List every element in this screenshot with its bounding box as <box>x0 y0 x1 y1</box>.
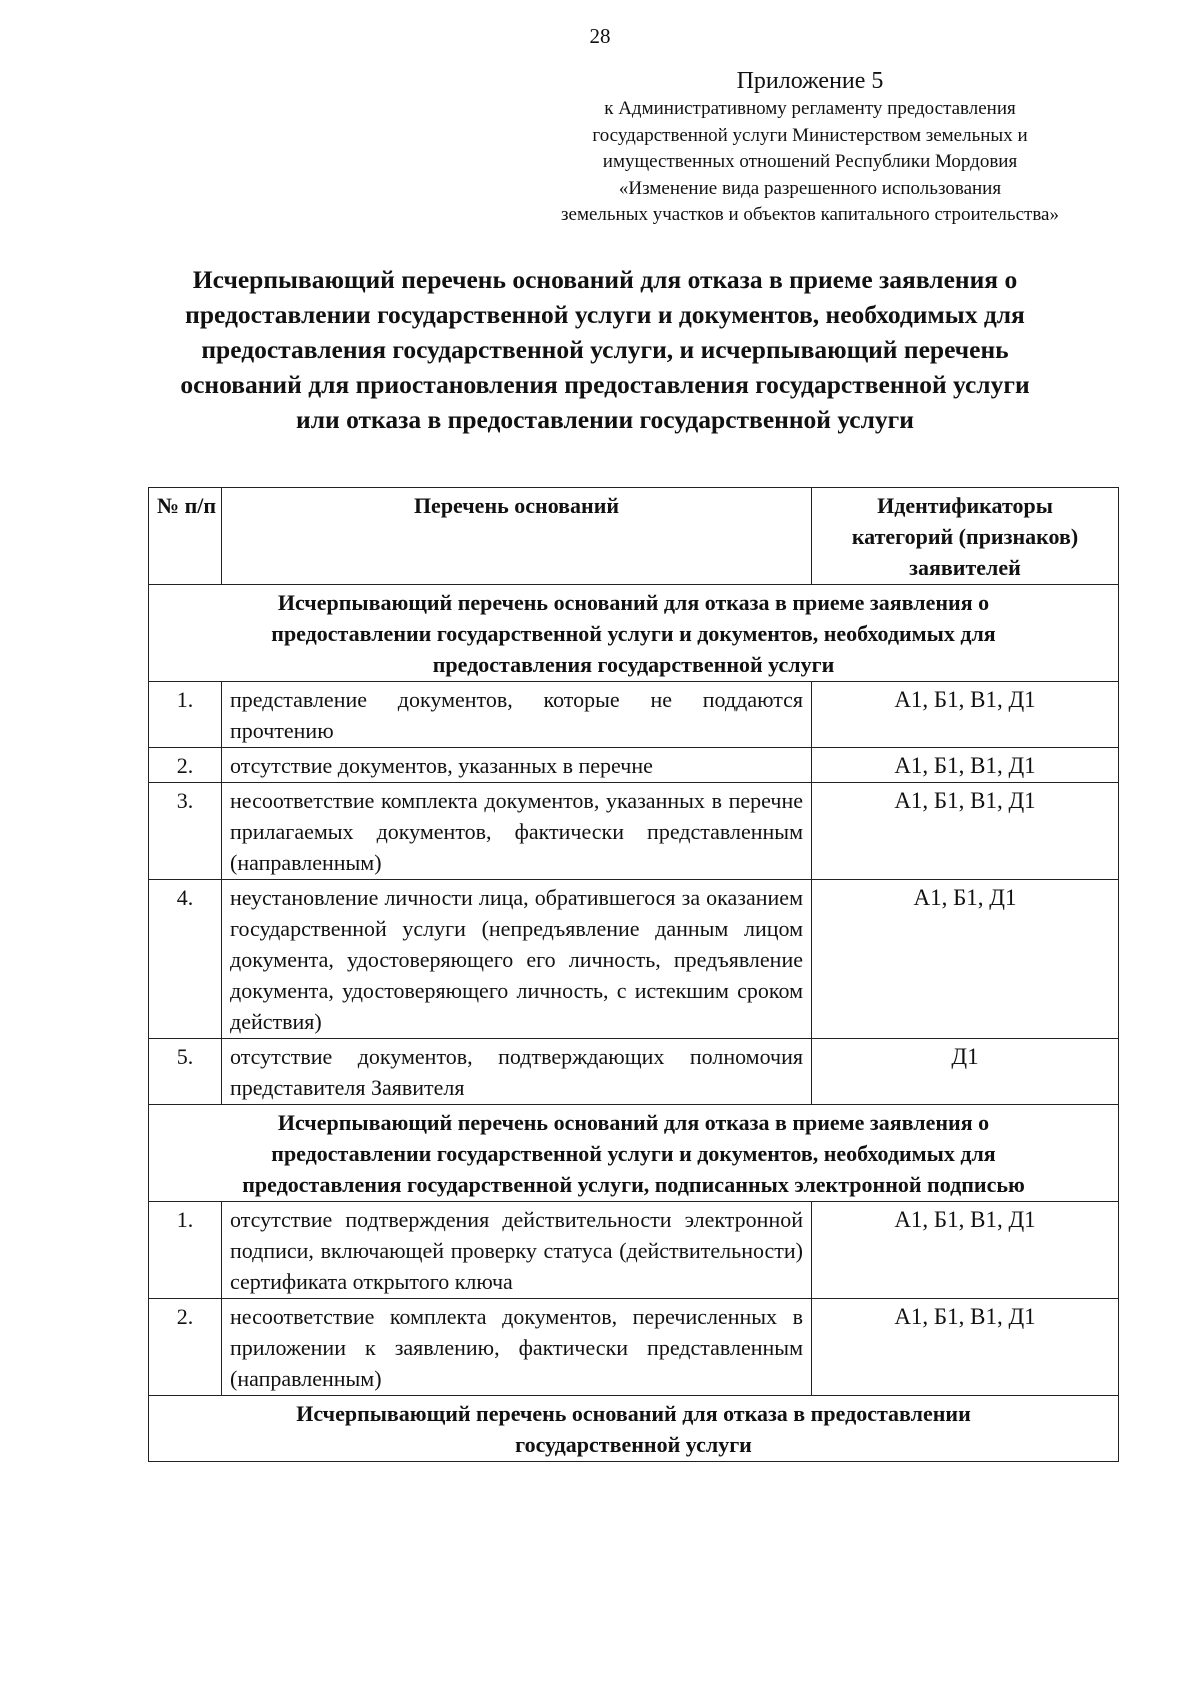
section-row <box>149 1105 1119 1202</box>
table-row <box>149 1299 1119 1396</box>
row-identifiers: А1, Б1, Д1 <box>812 880 1119 1039</box>
row-ground: представление документов, которые не поддаются прочтению <box>222 682 812 748</box>
section-row <box>149 585 1119 682</box>
row-ground: несоответствие комплекта документов, указанных в перечне прилагаемых документов, фактически представленным (направленным) <box>222 783 812 880</box>
appendix-line: государственной услуги Министерством земельных и <box>592 124 1028 146</box>
table-row <box>149 682 1119 748</box>
section-title-line: предоставления государственной услуги, подписанных электронной подписью <box>242 1172 1025 1197</box>
row-ground: отсутствие документов, подтверждающих полномочия представителя Заявителя <box>222 1039 812 1105</box>
row-number: 3. <box>149 783 222 880</box>
appendix-line: имущественных отношений Республики Мордовия <box>602 151 1018 172</box>
table-row <box>149 1039 1119 1105</box>
table-row <box>149 748 1119 783</box>
header-line: Идентификаторы <box>877 493 1053 518</box>
header-line: категорий (признаков) <box>851 524 1079 549</box>
column-header-identifiers <box>812 488 1119 585</box>
appendix-header <box>520 66 1100 229</box>
title-line: Исчерпывающий перечень оснований для отказа в приеме заявления о <box>192 265 1018 294</box>
section-title-line: Исчерпывающий перечень оснований для отказа в приеме заявления о <box>277 590 990 615</box>
row-ground: отсутствие подтверждения действительности электронной подписи, включающей проверку статуса (действительности) сертификата открытого ключа <box>222 1202 812 1299</box>
row-identifiers: Д1 <box>812 1039 1119 1105</box>
title-line: предоставления государственной услуги, и исчерпывающий перечень <box>201 335 1009 364</box>
appendix-line: к Административному регламенту предоставления <box>604 98 1016 119</box>
row-number: 5. <box>149 1039 222 1105</box>
header-line: заявителей <box>909 555 1021 580</box>
table-row <box>149 783 1119 880</box>
row-identifiers: А1, Б1, В1, Д1 <box>812 682 1119 748</box>
document-title <box>130 262 1080 437</box>
row-identifiers: А1, Б1, В1, Д1 <box>812 748 1119 783</box>
row-identifiers: А1, Б1, В1, Д1 <box>812 1299 1119 1396</box>
row-identifiers: А1, Б1, В1, Д1 <box>812 783 1119 880</box>
section-title-line: предоставления государственной услуги <box>432 652 835 677</box>
page-number: 28 <box>589 24 611 48</box>
appendix-line: земельных участков и объектов капитального строительства» <box>561 204 1059 225</box>
column-header-grounds: Перечень оснований <box>222 488 812 585</box>
section-title-line: предоставлении государственной услуги и документов, необходимых для <box>271 1141 996 1166</box>
row-number: 1. <box>149 1202 222 1299</box>
table-row <box>149 1202 1119 1299</box>
row-ground: неустановление личности лица, обратившегося за оказанием государственной услуги (непредъявление данным лицом документа, удостоверяющего его личность, предъявление документа, удостоверяющего личность, с истекшим сроком действия) <box>222 880 812 1039</box>
appendix-line: «Изменение вида разрешенного использования <box>618 177 1002 199</box>
section-title-line: государственной услуги <box>515 1432 752 1457</box>
row-number: 2. <box>149 1299 222 1396</box>
row-ground: несоответствие комплекта документов, перечисленных в приложении к заявлению, фактически представленным (направленным) <box>222 1299 812 1396</box>
column-header-number: № п/п <box>149 488 222 585</box>
title-line: или отказа в предоставлении государственной услуги <box>296 405 914 434</box>
section-title-line: Исчерпывающий перечень оснований для отказа в приеме заявления о <box>277 1110 990 1135</box>
table-header-row <box>149 488 1119 585</box>
section-row <box>149 1396 1119 1462</box>
section-title-line: предоставлении государственной услуги и документов, необходимых для <box>271 621 996 646</box>
row-ground: отсутствие документов, указанных в перечне <box>222 748 812 783</box>
table-row <box>149 880 1119 1039</box>
row-identifiers: А1, Б1, В1, Д1 <box>812 1202 1119 1299</box>
appendix-title: Приложение 5 <box>736 68 884 94</box>
section-title <box>149 585 1119 682</box>
row-number: 1. <box>149 682 222 748</box>
appendix-subtitle <box>520 96 1100 229</box>
row-number: 4. <box>149 880 222 1039</box>
section-title <box>149 1396 1119 1462</box>
section-title <box>149 1105 1119 1202</box>
section-title-line: Исчерпывающий перечень оснований для отказа в предоставлении <box>296 1401 971 1426</box>
title-line: предоставлении государственной услуги и документов, необходимых для <box>185 300 1025 329</box>
grounds-table <box>148 487 1119 1462</box>
row-number: 2. <box>149 748 222 783</box>
title-line: оснований для приостановления предоставления государственной услуги <box>180 370 1030 399</box>
